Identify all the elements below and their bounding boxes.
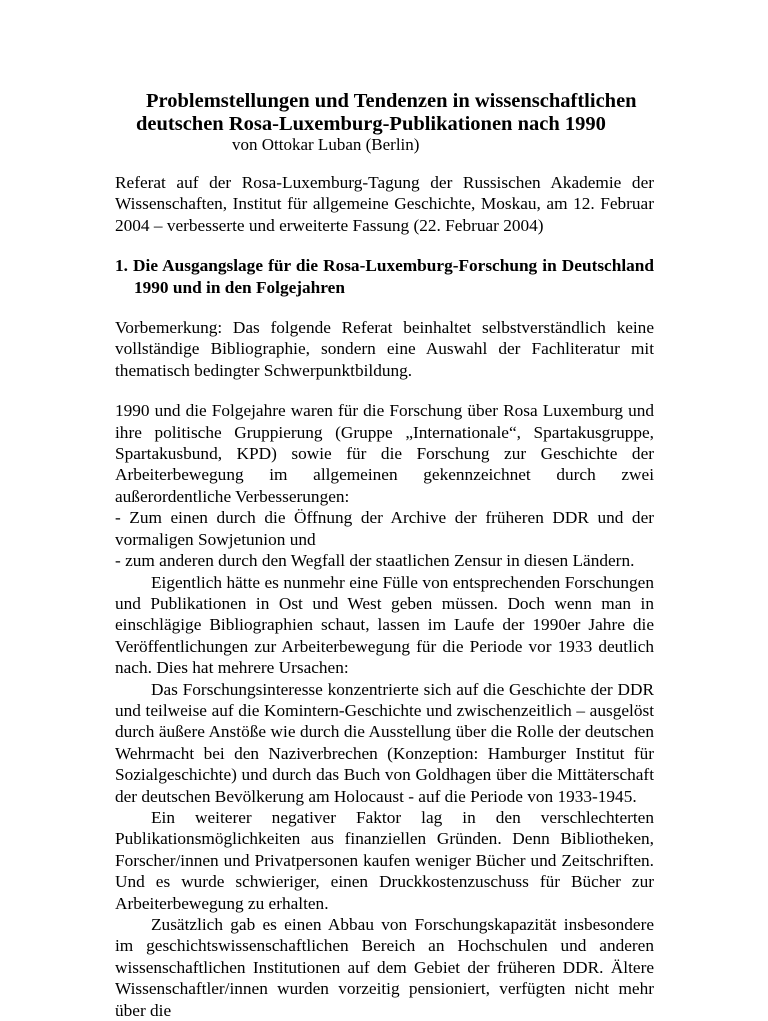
preliminary-remark-paragraph: Vorbemerkung: Das folgende Referat beinhaltet selbstverständlich keine vollständige Bibliographie, sondern eine Auswahl der Fachliteratur mit thematisch bedingter Schwerpunktbildung. — [115, 318, 654, 380]
list-item-archives: - Zum einen durch die Öffnung der Archive der früheren DDR und der vormaligen Sowjetunion und — [115, 508, 654, 549]
section-heading: 1. Die Ausgangslage für die Rosa-Luxemburg-Forschung in Deutschland 1990 und in den Folgejahren — [115, 256, 654, 297]
author-byline: von Ottokar Luban (Berlin) — [232, 135, 420, 154]
title-line-1: Problemstellungen und Tendenzen in wissenschaftlichen — [146, 90, 637, 112]
document-body — [115, 172, 654, 1021]
list-item-censorship: - zum anderen durch den Wegfall der staatlichen Zensur in diesen Ländern. — [115, 551, 635, 571]
body-paragraph-4: Ein weiterer negativer Faktor lag in den verschlechterten Publikationsmöglichkeiten aus finanziellen Gründen. Denn Bibliotheken, Forscher/innen und Privatpersonen kaufen weniger Bücher und Zeitschriften. Und es wurde schwieriger, einen Druckkostenzuschuss für Bücher zur Arbeiterbewegung zu erhalten. — [115, 807, 654, 913]
body-paragraph-1: 1990 und die Folgejahre waren für die Forschung über Rosa Luxemburg und ihre politische Gruppierung (Gruppe „Internationale“, Spartakusgruppe, Spartakusbund, KPD) sowie für die Forschung zur Geschichte der Arbeiterbewegung im allgemeinen gekennzeichnet durch zwei außerordentliche Verbesserungen: — [115, 401, 654, 506]
body-paragraph-5: Zusätzlich gab es einen Abbau von Forschungskapazität insbesondere im geschichtswissenschaftlichen Bereich an Hochschulen und anderen wissenschaftlichen Institutionen auf dem Gebiet der früheren DDR. Ältere Wissenschaftler/innen wurden vorzeitig pensioniert, verfügten nicht mehr über die — [115, 915, 654, 1020]
intro-paragraph: Referat auf der Rosa-Luxemburg-Tagung der Russischen Akademie der Wissenschaften, Institut für allgemeine Geschichte, Moskau, am 12. Februar 2004 – verbesserte und erweiterte Fassung (22. Februar 2004) — [115, 173, 654, 235]
body-paragraph-3: Das Forschungsinteresse konzentrierte sich auf die Geschichte der DDR und teilweise auf die Komintern-Geschichte und zwischenzeitlich – ausgelöst durch äußere Anstöße wie durch die Ausstellung über die Rolle der deutschen Wehrmacht bei den Naziverbrechen (Konzeption: Hamburger Institut für Sozialgeschichte) und durch das Buch von Goldhagen über die Mittäterschaft der deutschen Bevölkerung am Holocaust - auf die Periode von 1933-1945. — [115, 679, 654, 806]
title-line-2: deutschen Rosa-Luxemburg-Publikationen nach 1990 — [136, 113, 606, 135]
body-paragraph-2: Eigentlich hätte es nunmehr eine Fülle von entsprechenden Forschungen und Publikationen in Ost und West geben müssen. Doch wenn man in einschlägige Bibliographien schaut, lassen im Laufe der 1990er Jahre die Veröffentlichungen zur Arbeiterbewegung für die Periode vor 1933 deutlich nach. Dies hat mehrere Ursachen: — [115, 572, 654, 678]
document-title — [136, 90, 696, 136]
